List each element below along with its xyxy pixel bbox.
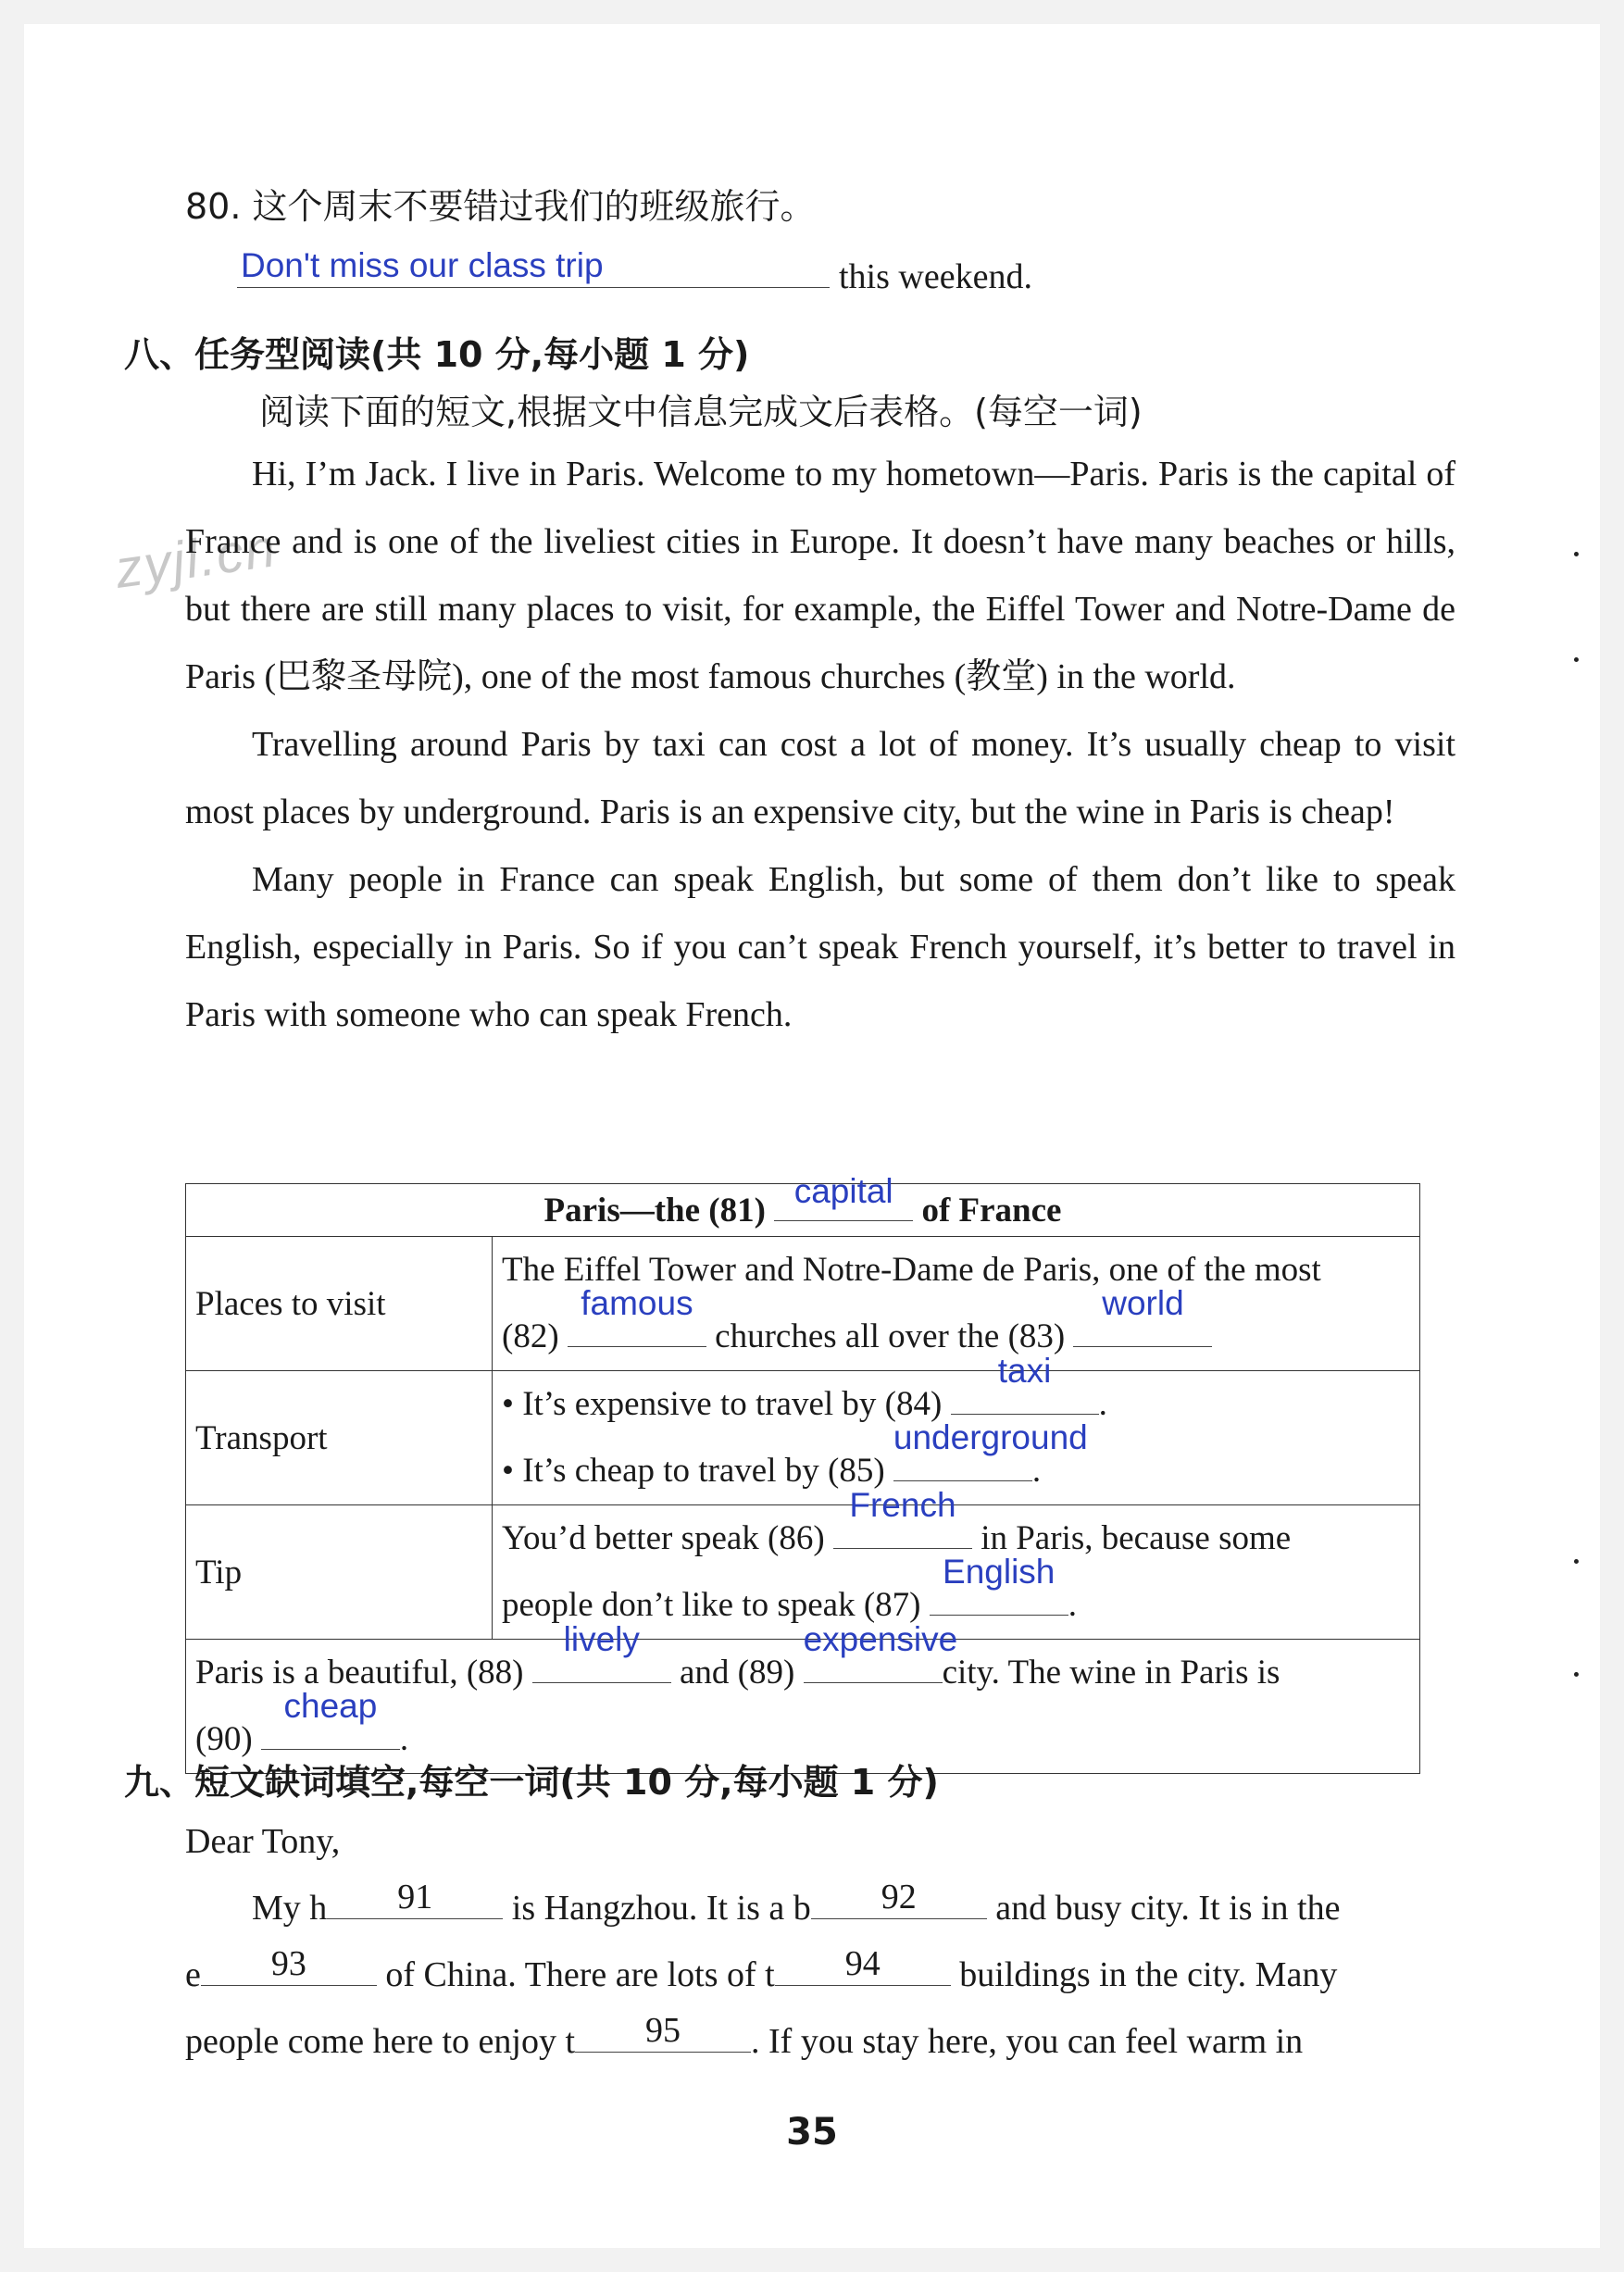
tip-text-2: people don’t like to speak (87) [502,1586,921,1624]
passage-paragraph-3: Many people in France can speak English, but some of them don’t like to speak English, especially in Paris. So if you can’t speak French yourself, it’s better to travel in Paris with someone who can speak French. [185,860,1455,1034]
blank-82 [568,1284,706,1347]
passage-paragraph-2: Travelling around Paris by taxi can cost a lot of money. It’s usually cheap to visit most places by underground. Paris is an expensive city, but the wine in Paris is cheap! [185,725,1455,831]
number-93: 93 [270,1944,306,1983]
number-95: 95 [645,2011,681,2050]
answer-89: expensive [803,1620,958,1658]
answer-90: cheap [283,1687,378,1725]
table-title-pre: Paris—the (81) [543,1191,766,1230]
summary-text-2: and (89) [680,1654,795,1692]
transport-text-2: • It’s cheap to travel by (85) [502,1452,885,1490]
section9-heading: 九、短文缺词填空,每空一词(共 10 分,每小题 1 分) [124,1762,939,1803]
section8-heading: 八、任务型阅读(共 10 分,每小题 1 分) [124,334,750,375]
answer-85: underground [893,1418,1088,1456]
blank-90 [261,1687,400,1750]
number-92: 92 [881,1878,917,1916]
answer-86: French [849,1486,956,1524]
places-label-cell: Places to visit [186,1237,493,1371]
table-title-post: of France [921,1191,1062,1230]
cloze-text-2c: buildings in the city. Many [959,1955,1338,1994]
places-mid: churches all over the (83) [715,1317,1066,1355]
q80-answer-line [237,287,830,288]
blank-87 [930,1553,1068,1616]
number-91: 91 [397,1878,433,1916]
page-number: 35 [786,2111,838,2153]
answer-81: capital [793,1171,893,1210]
cloze-text-1a: My h [252,1889,328,1928]
reading-passage [185,441,1455,1049]
transport-label-cell: Transport [186,1371,493,1505]
letter-salutation: Dear Tony, [185,1822,341,1861]
transport-period-2: . [1031,1452,1042,1490]
transport-period-1: . [1098,1385,1107,1423]
answer-87: English [943,1553,1056,1591]
scan-speck [1574,1672,1579,1677]
answer-82: famous [581,1284,693,1322]
q80-prompt: 80. 这个周末不要错过我们的班级旅行。 [185,186,816,227]
paris-info-table [185,1171,1420,1774]
answer-88: lively [563,1620,640,1658]
scan-speck [1574,1559,1579,1564]
table-title-cell [186,1171,1420,1237]
label-90: (90) [195,1720,253,1758]
cloze-line-3 [185,2011,1304,2061]
label-82: (82) [502,1317,559,1355]
summary-text-3: city. The wine in Paris is [942,1654,1280,1692]
tip-period: . [1068,1586,1077,1624]
cloze-line-2 [185,1944,1338,1994]
answer-84: taxi [997,1352,1052,1390]
scan-speck [1574,657,1579,662]
tip-text-1b: in Paris, because some [981,1519,1292,1557]
scan-speck [1574,552,1579,556]
summary-text-1: Paris is a beautiful, (88) [195,1654,524,1692]
worksheet-page [24,24,1600,2248]
cloze-text-2a: e [185,1955,201,1994]
blank-91 [327,1878,503,1919]
cloze-text-1c: and busy city. It is in the [995,1889,1341,1928]
blank-95 [575,2011,751,2053]
blank-81 [774,1171,913,1221]
cloze-line-1 [252,1878,1341,1928]
tip-text-1: You’d better speak (86) [502,1519,825,1557]
number-94: 94 [844,1944,881,1983]
transport-text-1: • It’s expensive to travel by (84) [502,1385,943,1423]
cloze-text-1b: is Hangzhou. It is a b [511,1889,811,1928]
answer-83: world [1102,1284,1184,1322]
cloze-text-3a: people come here to enjoy t [185,2022,576,2061]
section8-instruction: 阅读下面的短文,根据文中信息完成文后表格。(每空一词) [259,392,1143,432]
places-line-1: The Eiffel Tower and Notre-Dame de Paris, one of the most [502,1251,1321,1289]
blank-94 [775,1944,951,1986]
blank-92 [811,1878,987,1919]
cloze-text-3b: . If you stay here, you can feel warm in [751,2022,1304,2061]
blank-89 [803,1620,958,1683]
passage-paragraph-1: Hi, I’m Jack. I live in Paris. Welcome to my hometown—Paris. Paris is the capital of France and is one of the liveliest cities in Europe. It doesn’t have many beaches or hills, but there are still many places to visit, for example, the Eiffel Tower and Notre-Dame de Paris (巴黎圣母院), one of the most famous churches (教堂) in the world. [185,455,1455,696]
tip-label-cell: Tip [186,1505,493,1640]
summary-period: . [399,1720,409,1758]
blank-88 [532,1620,671,1683]
q80-suffix: this weekend. [839,257,1032,296]
watermark-logo: zyjl.cn [111,518,281,600]
q80-answer: Don't miss our class trip [241,246,604,284]
blank-93 [201,1944,377,1986]
cloze-text-2b: of China. There are lots of t [385,1955,775,1994]
